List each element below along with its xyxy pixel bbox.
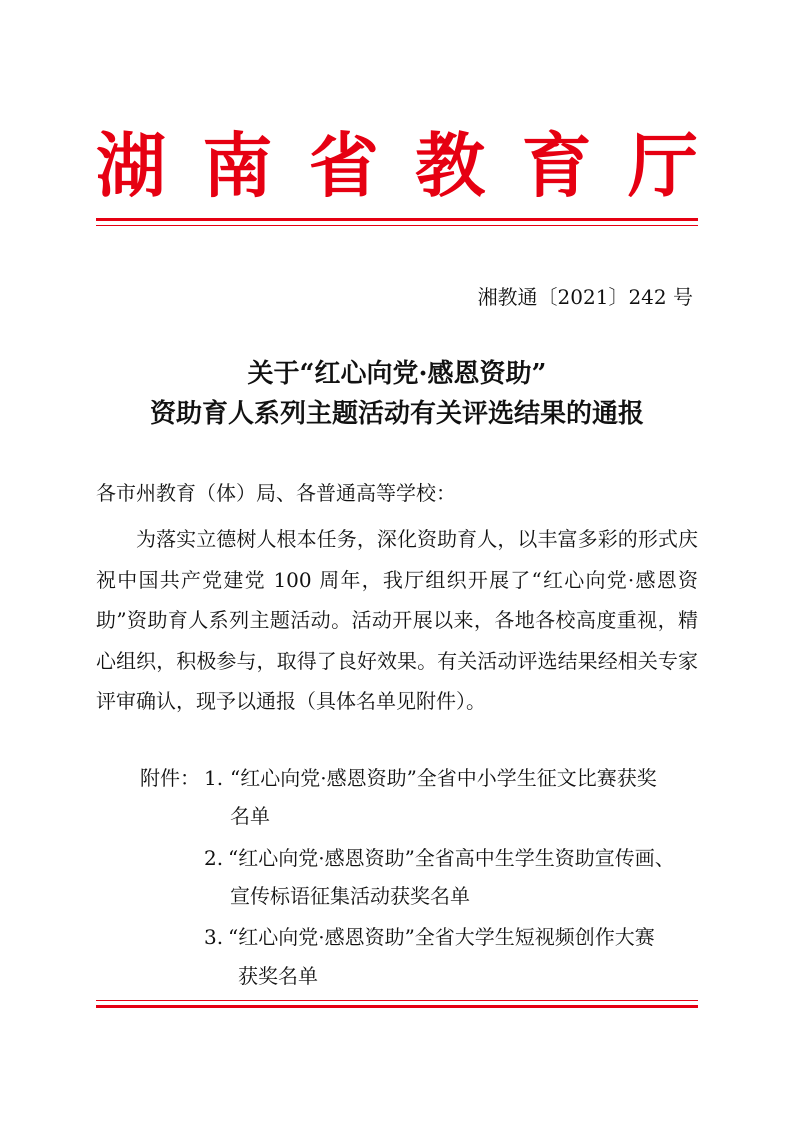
- attachment-title-continued: 获奖名单: [238, 964, 318, 988]
- attachment-title-continued: 名单: [230, 804, 270, 828]
- attachment-title: “红心向党·感恩资助”全省中小学生征文比赛获奖: [230, 766, 657, 790]
- issuer-header: [96, 124, 698, 208]
- salutation: 各市州教育（体）局、各普通高等学校：: [96, 481, 456, 505]
- document-title-line-1: 关于“红心向党·感恩资助”: [247, 359, 547, 389]
- footer-divider-thick: [96, 1005, 698, 1008]
- issuer-char: 育: [521, 124, 592, 207]
- issuer-char: 厅: [627, 124, 698, 207]
- footer-divider-thin: [96, 1000, 698, 1001]
- issuer-char: 省: [308, 124, 379, 207]
- attachment-number: 3.: [204, 925, 224, 949]
- document-title-line-2: 资助育人系列主题活动有关评选结果的通报: [149, 399, 644, 429]
- attachment-number: 1.: [204, 766, 224, 790]
- attachments-label: 附件：: [140, 766, 200, 790]
- issuer-char: 教: [415, 124, 486, 207]
- issuer-char: 南: [202, 124, 273, 207]
- document-number: 湘教通〔2021〕242 号: [477, 285, 693, 309]
- attachment-title: “红心向党·感恩资助”全省大学生短视频创作大赛: [228, 925, 655, 949]
- attachment-title-continued: 宣传标语征集活动获奖名单: [230, 884, 470, 908]
- attachment-number: 2.: [204, 846, 224, 870]
- attachment-title: “红心向党·感恩资助”全省高中生学生资助宣传画、: [228, 846, 675, 870]
- header-divider-thin: [96, 225, 698, 226]
- body-paragraph: 为落实立德树人根本任务，深化资助育人，以丰富多彩的形式庆祝中国共产党建党 100 周年，我厅组织开展了“红心向党·感恩资助”资助育人系列主题活动。活动开展以来，各地各校高度重视，精心组织，积极参与，取得了良好效果。有关活动评选结果经相关专家评审确认，现予以通报（具体名单见附件）。: [96, 527, 698, 714]
- issuer-char: 湖: [96, 124, 166, 207]
- header-divider-thick: [96, 218, 698, 221]
